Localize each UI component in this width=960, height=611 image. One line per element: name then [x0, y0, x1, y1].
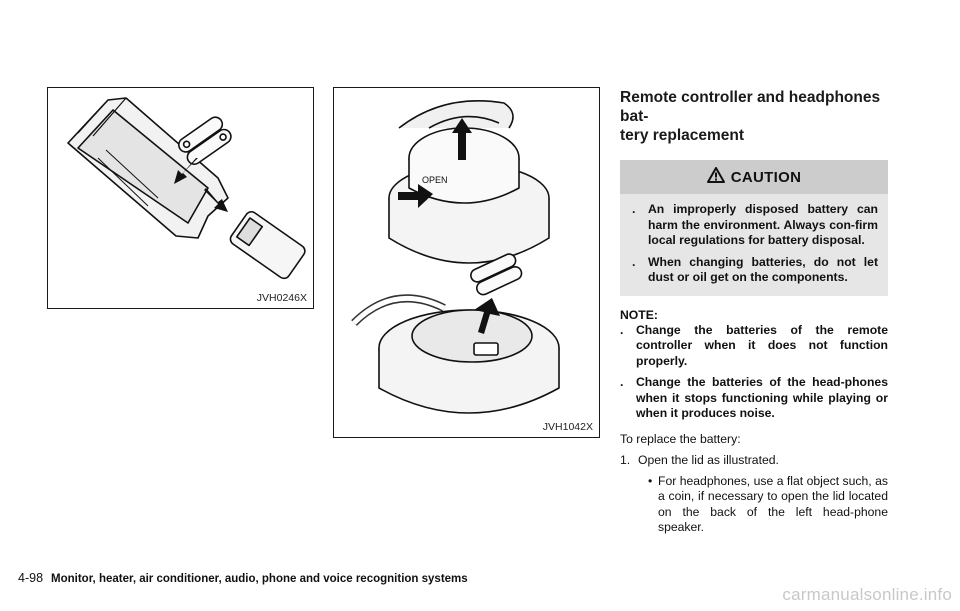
caution-label: CAUTION	[730, 168, 802, 186]
text-column	[620, 88, 888, 536]
section-title-line1: Remote controller and headphones bat-	[620, 89, 881, 125]
caution-item-text: An improperly disposed battery can harm the environment. Always con-firm local regulations for battery disposal.	[648, 202, 878, 247]
note-item-text: Change the batteries of the head-phones when it stops functioning while playing or when it produces noise.	[636, 375, 888, 420]
step-subitem-text: For headphones, use a flat object such, as a coin, if necessary to open the lid located on the back of the left head-phone speaker.	[658, 473, 888, 534]
remote-battery-figure	[47, 87, 314, 309]
headphones-battery-illustration	[334, 88, 601, 439]
instructions-intro: To replace the battery:	[620, 431, 741, 446]
caution-header	[620, 160, 888, 194]
warning-triangle-icon	[707, 167, 725, 188]
page-footer	[18, 571, 468, 585]
step-text: Open the lid as illustrated.	[638, 453, 779, 467]
chapter-title: Monitor, heater, air conditioner, audio, phone and voice recognition systems	[51, 573, 468, 585]
step-number: 1.	[620, 453, 631, 467]
section-title	[620, 88, 888, 145]
figure-label-headphones: JVH1042X	[542, 421, 593, 433]
note-title: NOTE:	[620, 307, 658, 322]
section-title-line2: tery replacement	[620, 127, 745, 144]
caution-item: . When changing batteries, do not let dust or oil get on the components.	[632, 254, 878, 284]
caution-item: . An improperly disposed battery can harm the environment. Always con-firm local regulations for battery disposal.	[632, 202, 878, 247]
watermark: carmanualsonline.info	[782, 585, 952, 604]
caution-item-text: When changing batteries, do not let dust or oil get on the components.	[648, 254, 878, 284]
headphones-battery-figure	[333, 87, 600, 438]
figure-label-remote: JVH0246X	[256, 292, 307, 304]
caution-box	[620, 194, 888, 296]
step-item	[620, 453, 888, 469]
note-item-text: Change the batteries of the remote controller when it does not function properly.	[636, 322, 888, 368]
note-item: . Change the batteries of the remote controller when it does not function properly.	[620, 322, 888, 368]
note-item: . Change the batteries of the head-phones when it stops functioning while playing or when it produces noise.	[620, 375, 888, 420]
step-subitem: • For headphones, use a flat object such, as a coin, if necessary to open the lid located on the back of the left head-phone speaker.	[648, 473, 888, 534]
page-number: 4-98	[18, 571, 44, 585]
open-lid-text: OPEN	[422, 175, 448, 185]
remote-battery-illustration	[48, 88, 315, 310]
